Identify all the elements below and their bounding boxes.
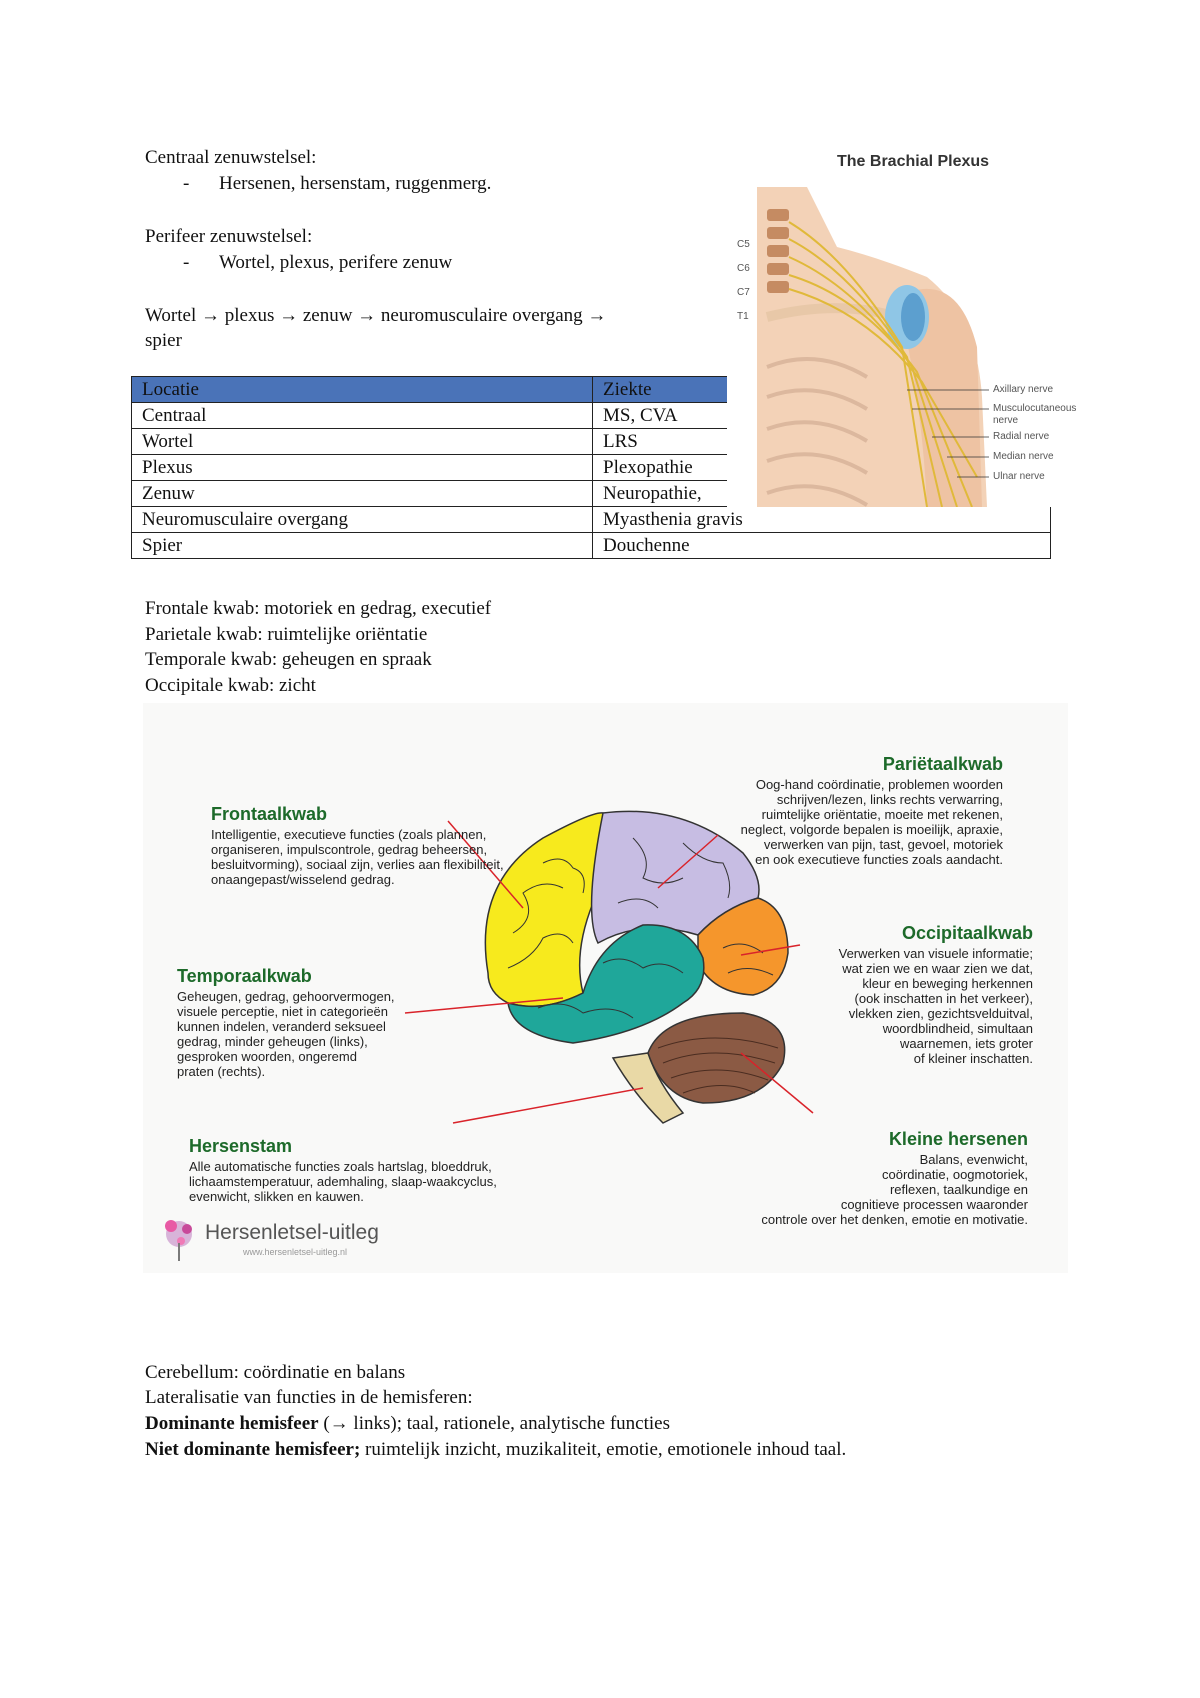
kleine-hersenen-text: Balans, evenwicht, coördinatie, oogmotoriek, reflexen, taalkundige en cognitieve processen waaronder controle over het denken, emotie en motivatie. [761,1152,1028,1227]
temporaal-text: Geheugen, gedrag, gehoorvermogen, visuele perceptie, niet in categorieën kunnen indelen, veranderd seksueel gedrag, minder geheugen (links), gesproken woorden, ongeremd praten (rechts). [177,989,395,1079]
hersenstam-text: Alle automatische functies zoals hartslag, bloeddruk, lichaamstemperatuur, ademhaling, slaap-waakcyclus, evenwicht, slikken en kauwen. [189,1159,497,1204]
hersenstam-title: Hersenstam [189,1136,293,1156]
frontaal-title: Frontaalkwab [211,804,328,824]
plexus-title: The Brachial Plexus [837,153,990,170]
table-row [132,533,1051,559]
table-cell: Plexus [132,455,593,481]
nerve-label: Axillary nerve [993,384,1054,395]
table-row [132,507,1051,533]
occipitaal-title: Occipitaalkwab [901,923,1033,943]
nerve-label: Ulnar nerve [993,471,1045,482]
pzs-item: Wortel, plexus, perifere zenuw [219,252,453,273]
parietaal-title: Pariëtaalkwab [882,754,1003,774]
table-cell: Douchenne [593,533,1051,559]
table-cell: Myasthenia gravis [593,507,1051,533]
lobe-frontal: Frontale kwab: motoriek en gedrag, executief [145,598,492,619]
table-cell: Spier [132,533,593,559]
lobe-parietal: Parietale kwab: ruimtelijke oriëntatie [145,624,428,645]
table-cell: Plexopathie [593,455,1051,481]
brachial-plexus-figure [727,147,1097,507]
kleine-hersenen-title: Kleine hersenen [888,1129,1028,1149]
chain-line-2: spier [145,330,182,351]
pzs-heading: Perifeer zenuwstelsel: [145,226,313,247]
bullet-dash: - [183,173,190,194]
vertebra-label: C6 [737,263,750,274]
pzs-bullet [183,250,452,276]
table-cell: LRS [593,429,1051,455]
dominant-label: Dominante hemisfeer [145,1413,319,1434]
vertebra-label: C7 [737,287,750,298]
dominant-line [145,1411,670,1437]
frontaal-text: Intelligentie, executieve functies (zoals plannen, organiseren, impulscontrole, gedrag beheersen, besluitvorming), sociaal zijn, verlies aan flexibiliteit, onaangepast/wisselend gedrag. [211,827,504,887]
table-cell: MS, CVA [593,403,1051,429]
chain-line-1: Wortel → plexus → zenuw → neuromusculaire overgang → [145,305,607,326]
table-cell: Zenuw [132,481,593,507]
parietaal-text: Oog-hand coördinatie, problemen woorden schrijven/lezen, links rechts verwarring, ruimtelijke oriëntatie, moeite met rekenen, neglect, volgorde bepalen is moeilijk, apraxie, verwerken van pijn, tast, gevoel, motoriek en ook executieve functies zoals aandacht. [740,777,1003,867]
table-header-cell: Locatie [132,377,593,403]
lateralisation-line: Lateralisatie van functies in de hemisferen: [145,1387,473,1408]
logo-text: Hersenletsel-uitleg [205,1221,379,1244]
occipitaal-text: Verwerken van visuele informatie; wat zien we en waar zien we dat, kleur en beweging herkennen (ook inschatten in het verkeer), vlekken zien, gezichtsvelduitval, woordblindheid, simultaan waarnemen, iets groter of kleiner inschatten. [838,946,1033,1066]
vertebra-label: C5 [737,239,750,250]
nondominant-line [145,1437,846,1463]
table-cell: Wortel [132,429,593,455]
czs-bullet [183,171,491,197]
table-header-cell: Ziekte [593,377,1051,403]
brain-lobes-figure [143,703,1068,1273]
nerve-label: Radial nerve [993,431,1050,442]
nondominant-label: Niet dominante hemisfeer; [145,1439,361,1460]
czs-heading: Centraal zenuwstelsel: [145,147,317,168]
table-cell: Neuropathie, [593,481,1051,507]
nondominant-text: ruimtelijk inzicht, muzikaliteit, emotie, emotionele inhoud taal. [360,1439,847,1460]
lobe-occipital: Occipitale kwab: zicht [145,675,316,696]
bullet-dash: - [183,252,190,273]
lobe-temporal: Temporale kwab: geheugen en spraak [145,649,432,670]
table-cell: Centraal [132,403,593,429]
dominant-text: (→ links); taal, rationele, analytische functies [318,1413,670,1434]
czs-item: Hersenen, hersenstam, ruggenmerg. [219,173,492,194]
cerebellum-line: Cerebellum: coördinatie en balans [145,1362,406,1383]
table-cell: Neuromusculaire overgang [132,507,593,533]
logo-url: www.hersenletsel-uitleg.nl [243,1247,348,1257]
temporaal-title: Temporaalkwab [177,966,312,986]
nerve-label: Median nerve [993,451,1054,462]
vertebra-label: T1 [737,311,749,322]
nerve-label: Musculocutaneous nerve [993,403,1077,426]
